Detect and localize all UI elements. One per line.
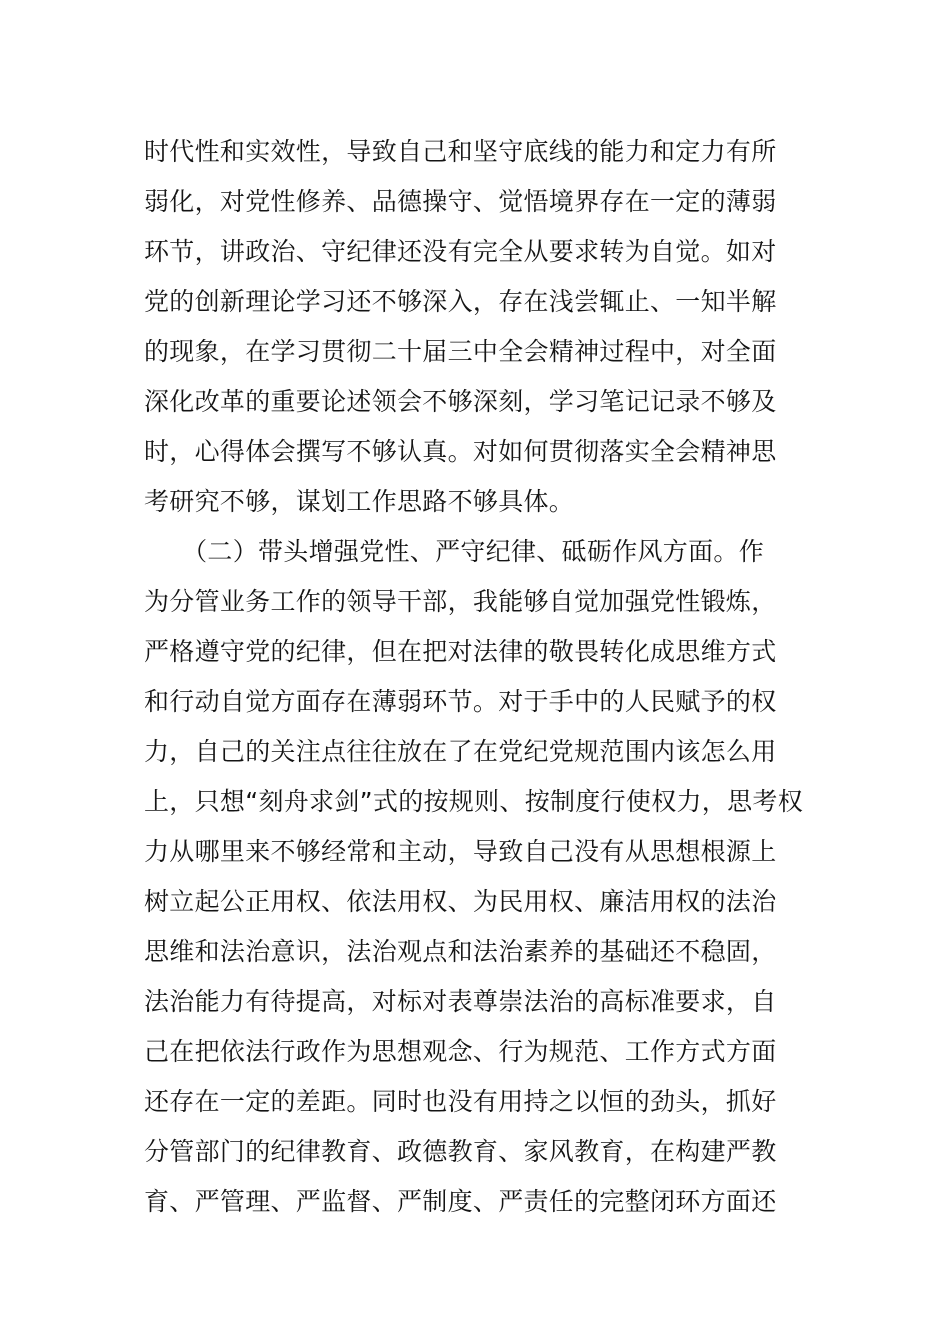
text-line: 时，心得体会撰写不够认真。对如何贯彻落实全会精神思: [144, 437, 777, 466]
text-line: 深化改革的重要论述领会不够深刻，学习笔记记录不够及: [144, 387, 777, 416]
text-line: 力，自己的关注点往往放在了在党纪党规范围内该怎么用: [144, 737, 777, 766]
text-line: 党的创新理论学习还不够深入，存在浅尝辄止、一知半解: [144, 287, 777, 316]
text-line: 弱化，对党性修养、品德操守、觉悟境界存在一定的薄弱: [144, 187, 777, 216]
text-line: 己在把依法行政作为思想观念、行为规范、工作方式方面: [144, 1037, 777, 1066]
text-line: 上，只想“刻舟求剑”式的按规则、按制度行使权力，思考权: [144, 787, 804, 816]
text-line: 和行动自觉方面存在薄弱环节。对于手中的人民赋予的权: [144, 687, 777, 716]
text-line: 为分管业务工作的领导干部，我能够自觉加强党性锻炼，: [144, 587, 777, 616]
text-line: 分管部门的纪律教育、政德教育、家风教育，在构建严教: [144, 1137, 777, 1166]
text-line: 法治能力有待提高，对标对表尊崇法治的高标准要求，自: [144, 987, 777, 1016]
body-text: [144, 127, 814, 1227]
text-line: 树立起公正用权、依法用权、为民用权、廉洁用权的法治: [144, 887, 777, 916]
text-line: 时代性和实效性，导致自己和坚守底线的能力和定力有所: [144, 137, 777, 166]
text-line: 思维和法治意识，法治观点和法治素养的基础还不稳固，: [144, 937, 777, 966]
text-line: 力从哪里来不够经常和主动，导致自己没有从思想根源上: [144, 837, 777, 866]
text-line: 育、严管理、严监督、严制度、严责任的完整闭环方面还: [144, 1187, 777, 1216]
text-line: 考研究不够，谋划工作思路不够具体。: [144, 487, 575, 516]
text-line: 还存在一定的差距。同时也没有用持之以恒的劲头，抓好: [144, 1087, 777, 1116]
text-line: 严格遵守党的纪律，但在把对法律的敬畏转化成思维方式: [144, 637, 777, 666]
text-line: 的现象，在学习贯彻二十届三中全会精神过程中，对全面: [144, 337, 777, 366]
section-heading-line: （二）带头增强党性、严守纪律、砥砺作风方面。作: [144, 537, 765, 566]
text-line: 环节，讲政治、守纪律还没有完全从要求转为自觉。如对: [144, 237, 777, 266]
